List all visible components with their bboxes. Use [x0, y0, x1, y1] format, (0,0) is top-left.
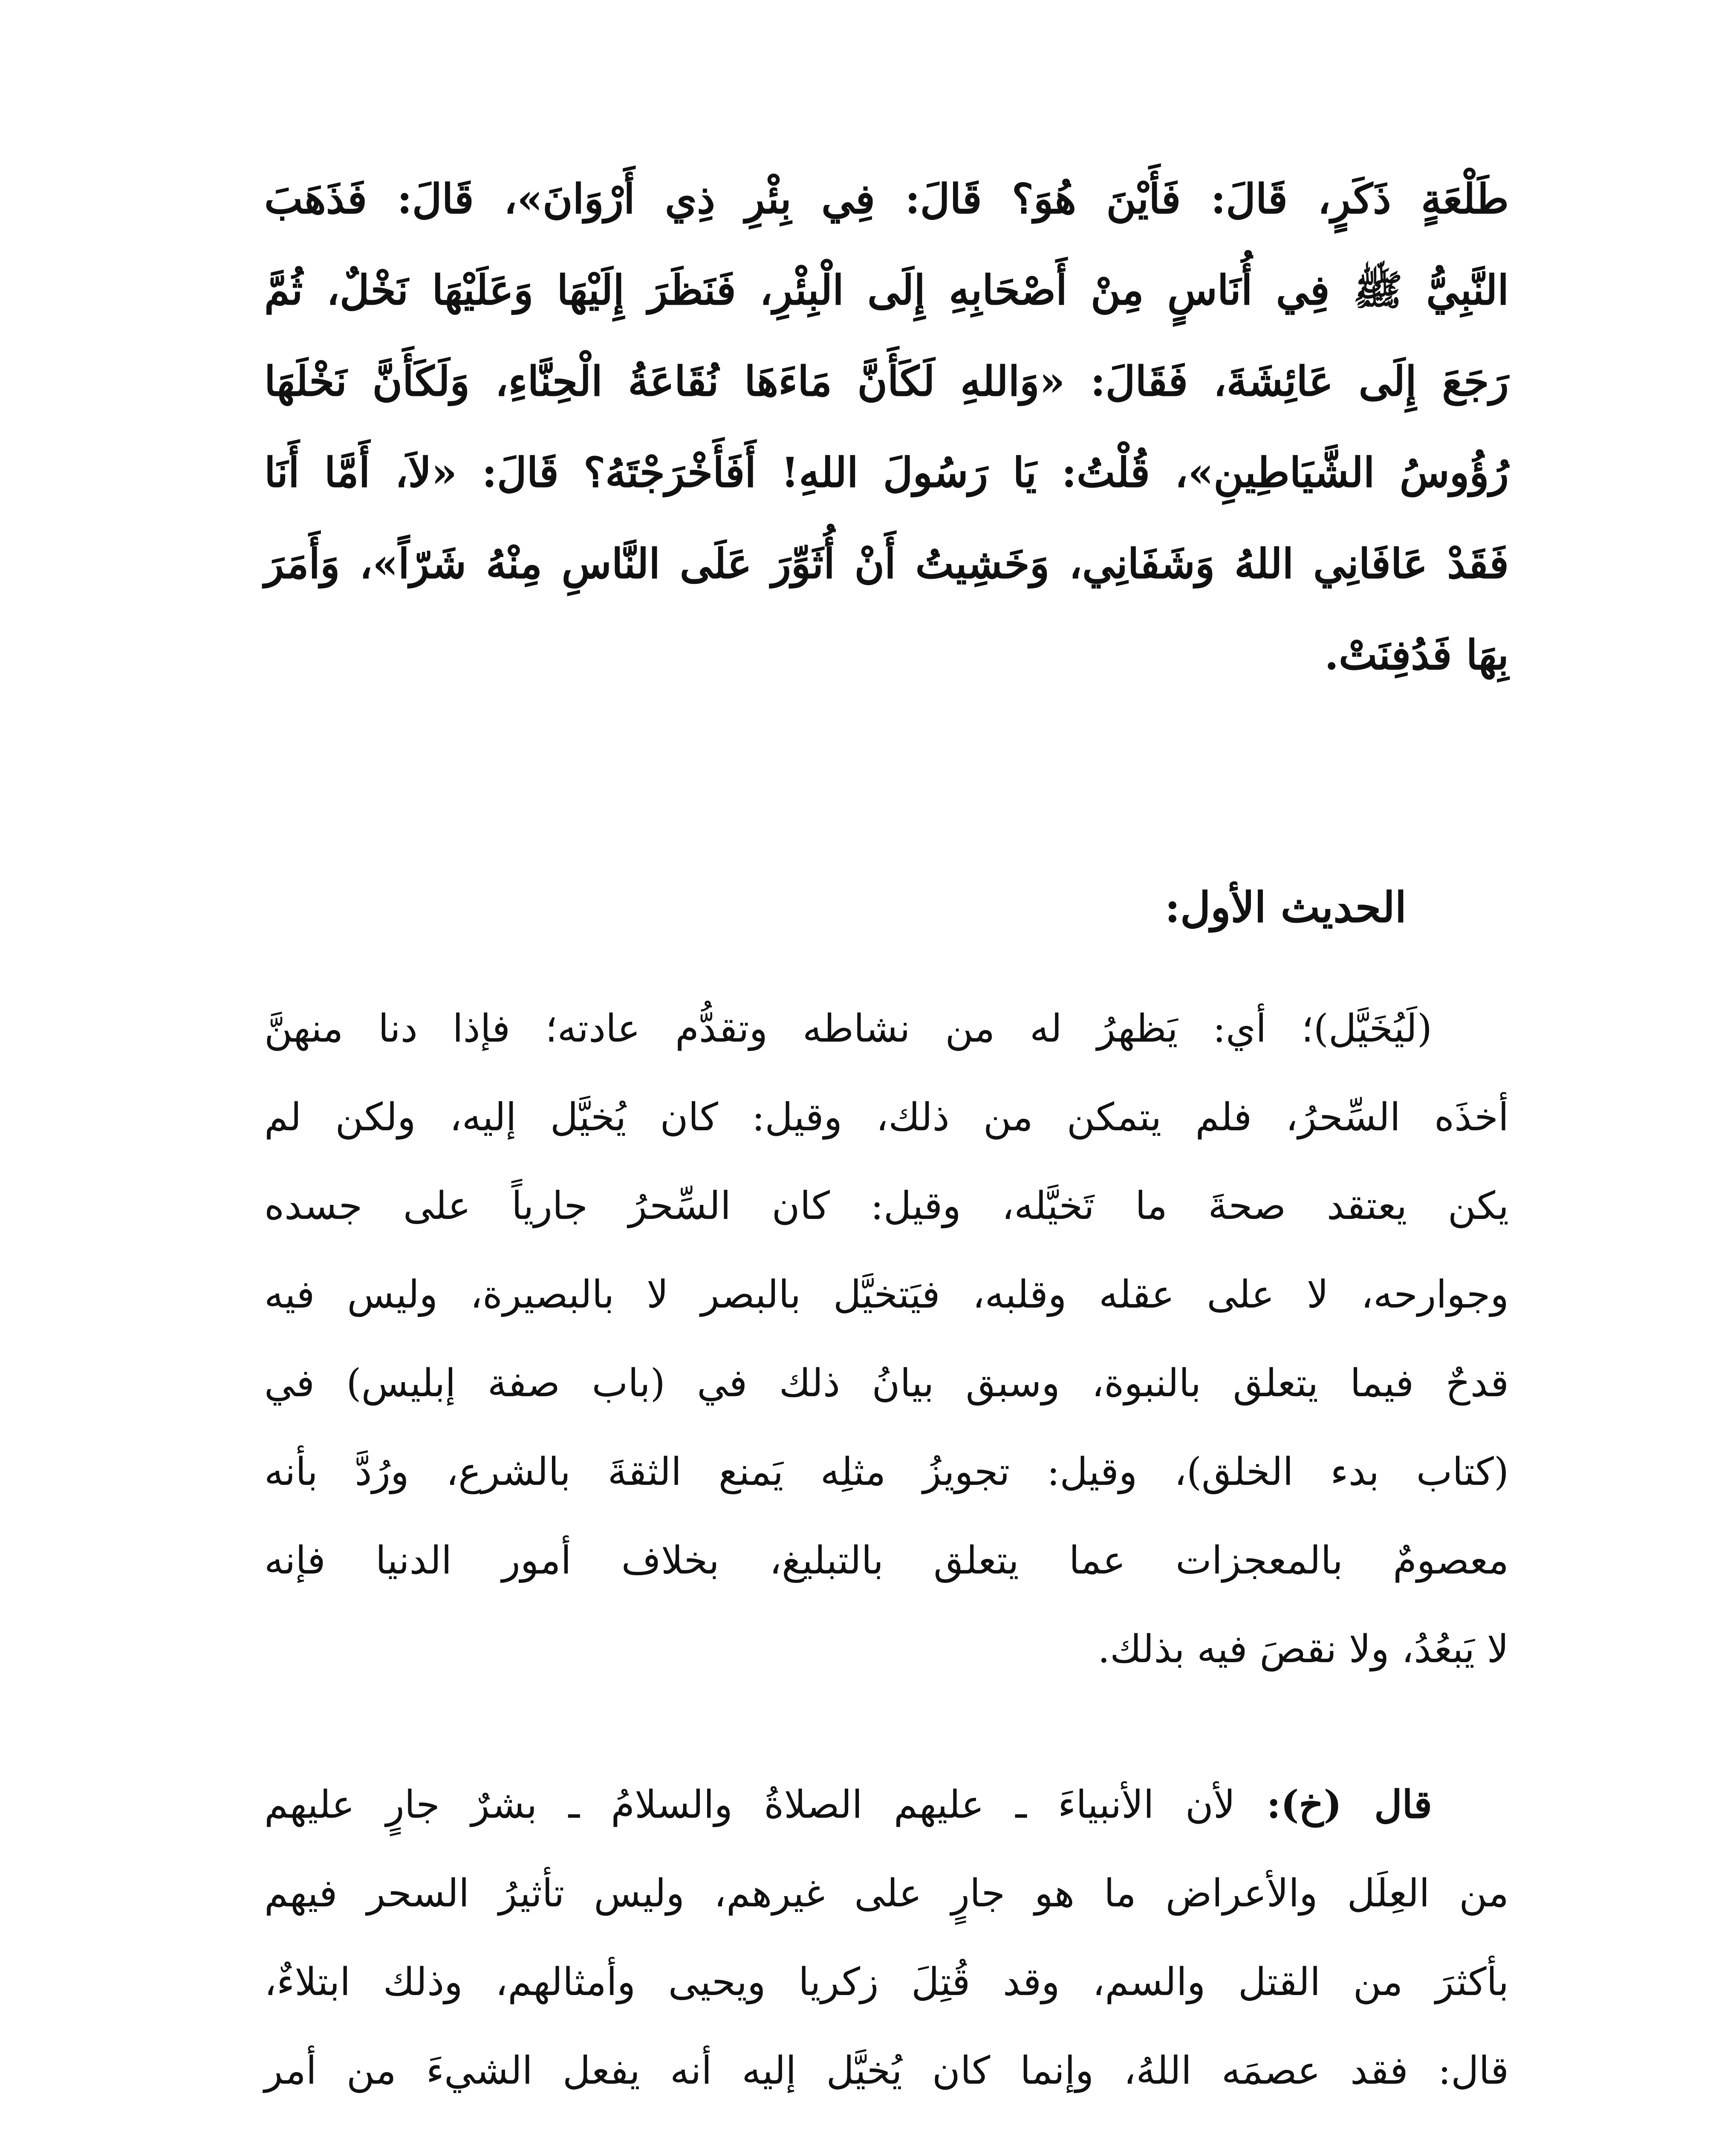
hadith-text [264, 153, 1509, 701]
commentary-line: يكن يعتقد صحةَ ما تَخيَّله، وقيل: كان السِّحرُ جارياً على جسده [264, 1184, 1509, 1228]
commentary-line: بأكثرَ من القتل والسم، وقد قُتِلَ زكريا ويحيى وأمثالهم، وذلك ابتلاءٌ، [264, 1960, 1509, 2004]
commentary-line: (كتاب بدء الخلق)، وقيل: تجويزُ مثلِه يَمنع الثقةَ بالشرع، ورُدَّ بأنه [264, 1450, 1509, 1494]
commentary-line-text: لأن الأنبياءَ ـ عليهم الصلاةُ والسلامُ ـ بشرٌ جارٍ عليهم [264, 1782, 1236, 1827]
commentary-paragraph [264, 1760, 1509, 2131]
commentary-line: قال: فقد عصمَه اللهُ، وإنما كان يُخيَّل إليه أنه يفعل الشيءَ من أمر [264, 2048, 1509, 2093]
section-heading: الحديث الأول: [1164, 883, 1407, 932]
hadith-line: رَجَعَ إِلَى عَائِشَةَ، فَقَالَ: «وَاللهِ لَكَأَنَّ مَاءَهَا نُقَاعَةُ الْحِنَّاءِ، وَلَكَأَنَّ نَخْلَهَا [264, 357, 1509, 405]
commentary-line: قدحٌ فيما يتعلق بالنبوة، وسبق بيانُ ذلك في (باب صفة إبليس) في [264, 1361, 1509, 1406]
hadith-line: النَّبِيُّ ﷺ فِي أُنَاسٍ مِنْ أَصْحَابِهِ إِلَى الْبِئْرِ، فَنَظَرَ إِلَيْهَا وَعَلَيْهَا نَخْلٌ، ثُمَّ [264, 266, 1509, 314]
commentary-line: لا يَبعُدُ، ولا نقصَ فيه بذلك. [1098, 1627, 1509, 1672]
commentary-line: من العِلَل والأعراض ما هو جارٍ على غيرهم، وليس تأثيرُ السحر فيهم [264, 1871, 1509, 1916]
commentary-line [264, 1760, 1509, 1849]
commentary-line: (لَيُخَيَّل)؛ أي: يَظهرُ له من نشاطه وتقدُّم عادته؛ فإذا دنا منهنَّ [264, 1006, 1432, 1051]
commentary-line: معصومٌ بالمعجزات عما يتعلق بالتبليغ، بخلاف أمور الدنيا فإنه [264, 1538, 1509, 1583]
hadith-line: طَلْعَةٍ ذَكَرٍ، قَالَ: فَأَيْنَ هُوَ؟ قَالَ: فِي بِئْرِ ذِي أَرْوَانَ»، قَالَ: فَذَهَبَ [264, 175, 1509, 223]
commentary-lead: قال (خ): [1266, 1782, 1433, 1827]
hadith-line: فَقَدْ عَافَانِي اللهُ وَشَفَانِي، وَخَشِيتُ أَنْ أُثَوِّرَ عَلَى النَّاسِ مِنْهُ شَرّاً»، وَأَمَرَ [264, 540, 1509, 588]
commentary-paragraph [264, 985, 1509, 1694]
commentary-line: أخذَه السِّحرُ، فلم يتمكن من ذلك، وقيل: كان يُخيَّل إليه، ولكن لم [264, 1095, 1509, 1140]
commentary-line [264, 2115, 1509, 2131]
hadith-line: رُؤُوسُ الشَّيَاطِينِ»، قُلْتُ: يَا رَسُولَ اللهِ! أَفَأَخْرَجْتَهُ؟ قَالَ: «لاَ، أَمَّا أَنَا [264, 448, 1509, 497]
hadith-line: بِهَا فَدُفِنَتْ. [1324, 631, 1509, 679]
commentary-line: وجوارحه، لا على عقله وقلبه، فيَتخيَّل بالبصر لا بالبصيرة، وليس فيه [264, 1272, 1509, 1317]
